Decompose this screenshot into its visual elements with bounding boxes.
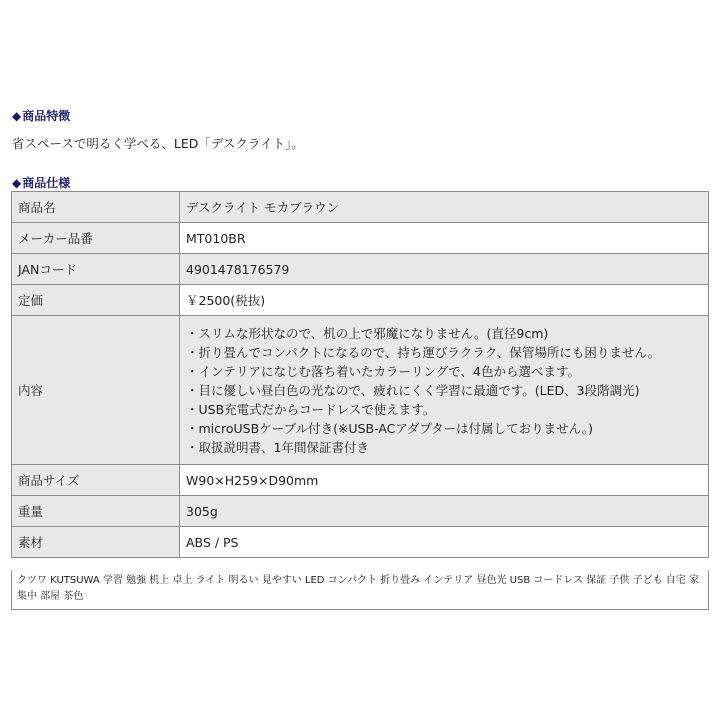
features-heading (12, 107, 70, 124)
table-row (12, 254, 709, 285)
bullet-item: ・折り畳んでコンパクトになるので、持ち運びラクラク、保管場所にも困りません。 (186, 344, 661, 360)
row-label: メーカー品番 (12, 223, 180, 254)
bullet-item: ・インテリアになじむ落ち着いたカラーリングで、4色から選べます。 (186, 363, 580, 379)
row-value: MT010BR (180, 223, 709, 254)
bullet-item: ・microUSBケーブル付き(※USB-ACアダプターは付属しておりません。) (186, 420, 594, 436)
table-row (12, 527, 709, 558)
diamond-icon: ◆ (12, 176, 22, 190)
bullet-item: ・目に優しい昼白色の光なので、疲れにくく学習に最適です。(LED、3段階調光) (186, 382, 640, 398)
row-value-bullets (180, 316, 709, 465)
bullet-item: ・スリムな形状なので、机の上で邪魔になりません。(直径9cm) (186, 325, 549, 341)
table-row (12, 465, 709, 496)
diamond-icon: ◆ (12, 109, 22, 123)
table-row (12, 496, 709, 527)
row-value: 305g (180, 496, 709, 527)
table-row (12, 192, 709, 223)
row-label: 重量 (12, 496, 180, 527)
row-value: ￥2500(税抜) (180, 285, 709, 316)
row-label: 商品サイズ (12, 465, 180, 496)
keywords-box: クツワ KUTSUWA 学習 勉強 机上 卓上 ライト 明るい 見やすい LED コンパクト 折り畳み インテリア 昼色光 USB コードレス 保証 子供 子ども 自宅 家 集中 部屋 茶色 (11, 570, 709, 610)
spec-table (11, 191, 709, 558)
row-value: 4901478176579 (180, 254, 709, 285)
row-value: ABS / PS (180, 527, 709, 558)
bullet-item: ・USB充電式だからコードレスで使えます。 (186, 401, 436, 417)
table-row (12, 223, 709, 254)
row-value: デスクライト モカブラウン (180, 192, 709, 223)
table-row (12, 285, 709, 316)
row-label: 定価 (12, 285, 180, 316)
feature-text: 省スペースで明るく学べる、LED「デスクライト」。 (12, 136, 304, 151)
row-label: 素材 (12, 527, 180, 558)
row-label: 内容 (12, 316, 180, 465)
row-label: 商品名 (12, 192, 180, 223)
table-row (12, 316, 709, 465)
row-value: W90×H259×D90mm (180, 465, 709, 496)
spec-heading-text: 商品仕様 (22, 176, 71, 190)
features-heading-text: 商品特徴 (22, 109, 71, 123)
row-label: JANコード (12, 254, 180, 285)
bullet-item: ・取扱説明書、1年間保証書付き (186, 439, 369, 455)
spec-heading (12, 174, 70, 191)
